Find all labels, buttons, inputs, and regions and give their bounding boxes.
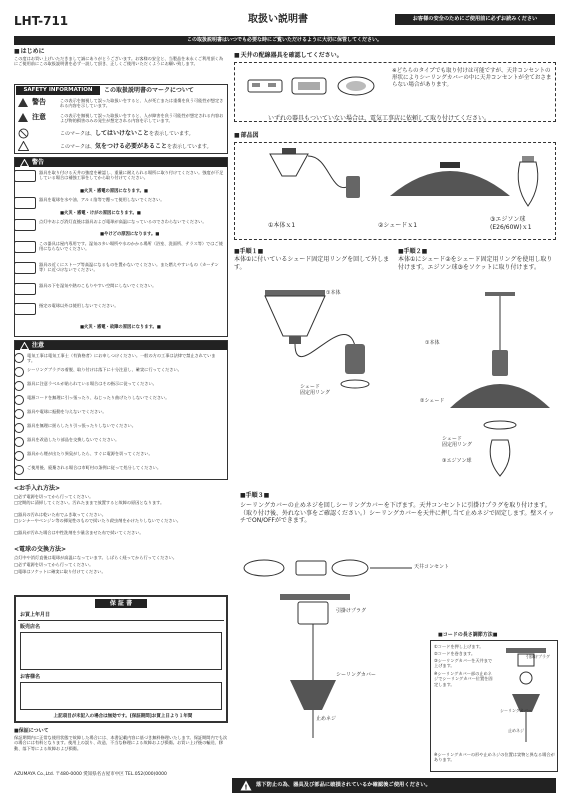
ceiling-check-title: ■ 天井の配線器具を確認してください。 [234,52,343,60]
label-icon [14,381,24,391]
caution-header-icon [20,342,29,352]
caution-item: 器具に注意ラベルが貼られている場合はその指示に従ってください。 [27,381,157,386]
warning-item: 器具を電球を水や油、アルミ箔等で覆って使用しないでください。 [39,197,165,202]
step2-illustration [430,290,560,480]
must-desc: このマークは、気をつける必要があることを表示しています。 [60,143,212,150]
warning-section-header [15,158,227,167]
warranty-date-label: お買上年月日 [20,612,51,618]
warranty-terms-title: ■保証について [14,728,49,734]
bulb-change-title: <電球の交換方法> [14,546,67,553]
step2-text: 本体①にシェード②をシェード固定用リングを使用し取り付けます。エジソン球③をソケットに取り付けます。 [398,256,553,271]
step3-title: ■手順３■ [240,492,270,499]
cord-plug-label: 引掛けプラグ [526,654,550,659]
caution-item: ご使用後、廃棄される場合は市町村の条例に従って処分してください。 [27,465,162,470]
part-bulb-label: ③エジソン球 (E26/60W)ｘ1 [490,216,532,231]
care-item: □器具が汚れた場合は中性洗剤を少量含ませた布で拭いてください。 [14,530,144,535]
ceiling-check-note: ※どちらのタイプでも取り付けは可能ですが、天井コンセントの形状によりシーリングカバーの中に天井コンセントが全ておさまらない場合があります。 [392,68,552,88]
part-body-label: ①本体ｘ1 [268,222,296,229]
caution-mark-icon [18,113,28,122]
caution-item: 電気工事は電気工事士（有資格者）にお申しつけください。一般の方の工事は法律で禁止されています。 [27,353,216,364]
safety-info-badge: SAFETY INFORMATION [16,86,100,95]
warning-item: 器具を取り付ける天井の強度を確認し、重量に耐えられる場所に取り付けてください。強度が不足している場合は補強工事をしてから取り付けてください。 [39,170,224,181]
cord-adjust-footnote: ※シーリングカバーの形や止めネジの位置は実物と異なる場合があります。 [434,752,555,763]
warning-section-label: 警告 [32,159,45,166]
caution-section-header [15,341,227,350]
bulb-icon [14,303,36,315]
warning-emph: ■火災・感電・けがの原因になります。■ [60,211,141,216]
warning-emph: ■やけどの原因になります。■ [100,232,160,237]
caution-item: 器具や電球に振動を与えないでください。 [27,409,107,414]
care-item: □器具の汚れは乾いた布でふき取ってください。 [14,512,106,517]
step2-shade-label: ②シェード [420,398,445,404]
caution-label: 注意 [32,113,46,121]
prohibit-icon [14,409,24,419]
parts-title: ■ 部品図 [234,132,259,140]
caution-triangle-icon [18,141,29,153]
cord-icon [14,395,24,405]
step3-screw-label: 止めネジ [316,716,337,722]
step1-body-label: ①本体 [326,290,341,296]
care-item: □定期的に清掃してください。汚れたままで放置すると故障の原因となります。 [14,500,165,505]
step1-ring-label: シェード 固定用リング [300,384,330,397]
model-number: LHT-711 [14,14,69,28]
hot-hand-icon [14,219,36,231]
cord-screw-label: 止めネジ [508,728,524,733]
company-info: AZUMAYA Co.,Ltd. 〒480-0000 愛知県名古屋市中区 TEL.052(000)0000 [14,772,167,777]
keep-note: この取扱説明書はいつでも必要な時にご覧いただけるように大切に保管してください。 [14,36,555,45]
part-shade-label: ②シェードｘ1 [378,222,418,229]
warning-emph: ■火災・感電・故障の原因になります。■ [80,325,161,330]
step2-ring-label: シェード 固定用リング [442,436,472,449]
footer-warning-icon [240,780,252,793]
warning-item: 点灯中および消灯直後は器具および電球が高温になっているのでさわらないでください。 [39,219,207,224]
warning-item: 器具の下を湿気や熱のこもりやすい空間にしないでください。 [39,283,157,288]
caution-item: 器具を無理に揺らしたり引っ張ったりしないでください。 [27,423,136,428]
step3-cover-label: シーリングカバー [336,672,376,678]
warranty-customer-label: お客様名 [20,674,41,680]
safety-info-heading: この取扱説明書のマークについて [104,87,194,94]
warning-mark-icon [18,98,28,107]
cord-adjust-step: ①コードを押し上げます。 [434,644,484,649]
water-icon [14,197,36,209]
warranty-shop-label: 販売店名 [20,624,41,630]
warning-item: 指定の電球以外は使用しないでください。 [39,303,119,308]
care-item: □必ず電源を切ってから行ってください。 [14,494,94,499]
warranty-title: 保 証 書 [95,599,147,608]
warning-label: 警告 [32,98,46,106]
step2-bulb-label: ③エジソン球 [442,458,472,464]
bulb-change-item: □必ず電源を切ってから行ってください。 [14,562,94,567]
warning-desc: この表示を無視して誤った取扱いをすると、人が死亡または重傷を負う可能性が想定される内容を示しています。 [60,98,224,109]
plug-icon [14,367,24,377]
prohibit-icon [14,423,24,433]
warning-item: 器具の近くにストーブ等高温になるものを置かないでください。また燃えやすいもの（カーテン等）に近づけないでください。 [39,262,219,273]
step3-plug-label: 引掛けプラグ [336,608,367,614]
ceiling-fixtures-illustration [246,72,386,104]
prohibit-icon [14,353,24,363]
cord-adjust-step: ②コードを巻きます。 [434,651,476,656]
step3-outlets-illustration [240,558,440,578]
care-item: □シンナーやベンジン等の揮発性のもので拭いたり殺虫剤をかけたりしないでください。 [14,518,181,523]
ceiling-check-bottom: いずれの器具もついていない場合は、電気工事店に依頼して取り付けてください。 [268,115,491,122]
step3-text: シーリングカバーの止めネジを回しシーリングカバーを下げます。天井コンセントに引掛けプラグを取り付けます。（取り付け後、外れない事をご確認ください。）シーリングカバーを天井に押し当て止めネジで固定します。壁スイッチでON/OFFができます。 [240,502,555,524]
warranty-footer: 上記項目が未記入の場合は無効です。[保証期間]お買上日より１年間 [53,714,193,719]
svg-text:!: ! [244,783,248,791]
cord-adjust-title: ■コードの長さ調節方法■ [438,632,498,638]
cord-adjust-step: ③シーリングカバーを天井まで上げます。 [434,658,493,669]
step2-body-label: ①本体 [425,340,440,346]
warranty-customer-field[interactable] [20,682,222,710]
shade-cover-icon [14,283,36,295]
cord-adjust-illustration [496,644,556,744]
caution-desc: この表示を無視して誤った取扱いをすると、人が障害を負う可能性が想定される内容および物的損害のみの発生が想定される内容を示しています。 [60,113,224,124]
care-title: <お手入れ方法> [14,485,61,492]
step1-text: 本体①に付いているシェード固定用リングを回して外します。 [234,256,390,271]
step3-outlet-label: 天井コンセント [414,564,450,570]
prohibit-icon [14,437,24,447]
smoke-icon [14,451,24,461]
stove-icon [14,262,36,274]
bulb-change-item: □電球はソケットに確実に取り付けてください。 [14,569,106,574]
caution-item: 器具から煙が出たり異臭がしたら、すぐに電源を切ってください。 [27,451,153,456]
warning-item: この器具は屋内専用です。湿気の多い場所や水のかかる場所（浴室、洗面所、テラス等）ではご使用にならないでください。 [39,241,223,252]
warranty-terms: 保証期間内に正常な使用状態で故障した場合には、本書記載内容に基づき無料修理いたします。保証期間内でも次の場合には有料となります。使用上の誤り、改造、不当な修理による故障および損傷。お買い上げ後の輸送、移動、落下等による故障および損傷。 [14,735,228,751]
safety-banner: お客様の安全のためにご使用前に必ずお読みください [395,14,555,25]
caution-item: 電源コードを無理に引っ張ったり、ねじったり曲げたりしないでください。 [27,395,170,400]
warning-header-icon [20,159,29,169]
parts-illustration [240,146,550,216]
prohibit-desc: このマークは、してはいけないことを表示しています。 [60,130,194,137]
divider [18,620,224,621]
intro-title: ■ はじめに [14,48,45,56]
step2-title: ■手順２■ [398,248,428,255]
cord-adjust-note: ※シーリングカバー部の止めネジでシーリングカバー位置を固定します。 [434,671,493,687]
disposal-icon [14,465,24,475]
warning-emph: ■火災・感電の原因になります。■ [80,189,148,194]
caution-item: 器具を改造したり部品を交換しないでください。 [27,437,120,442]
intro-text: この度はお買い上げいただきまして誠にありがとうございます。お客様の安全と、当製品を末永くご利用頂く為にご使用前にこの取扱説明書を必ず一読して頂き、正しくご使用いただくようにお願い致します。 [14,56,224,67]
bulb-change-item: 点灯中や消灯直後は電球が高温になっています。しばらく経ってから行ってください。 [14,555,177,560]
caution-item: シーリングプラグの着脱、取り付けは落下に十分注意し、確実に行ってください。 [27,367,182,372]
bath-icon [14,241,36,253]
prohibit-icon [18,128,29,141]
ceiling-lamp-icon [14,170,36,182]
footer-warning-text: 落下防止の為、器具及び部品に破損されているか確認後ご使用ください。 [256,782,431,788]
warranty-shop-field[interactable] [20,632,222,670]
caution-section-label: 注意 [32,342,45,349]
step1-title: ■手順１■ [234,248,264,255]
cord-cover-label: シーリングカバー [500,708,532,713]
page-title: 取扱い説明書 [248,14,308,25]
